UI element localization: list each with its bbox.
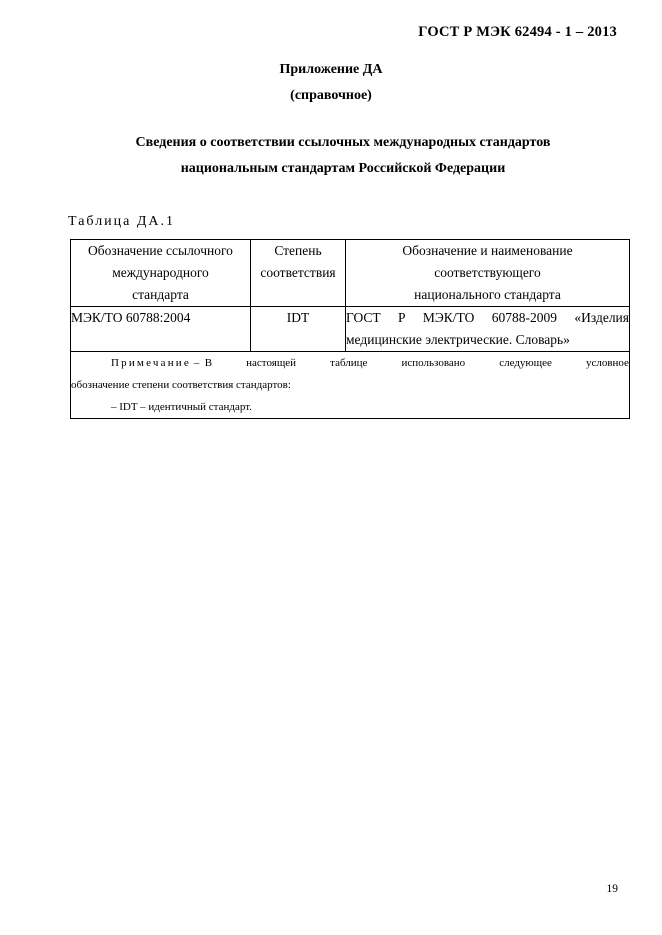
- header-line: международного: [112, 265, 209, 280]
- note-dash: –: [193, 357, 200, 369]
- section-heading-line-1: Сведения о соответствии ссылочных международных стандартов: [135, 135, 551, 150]
- header-line: соответствующего: [434, 265, 541, 280]
- note-line-3: – IDT – идентичный стандарт.: [111, 401, 252, 413]
- cell-national-standard: [346, 307, 630, 352]
- header-line: стандарта: [132, 287, 189, 302]
- note-word: использовано: [401, 357, 466, 369]
- national-standard-line-2: медицинские электрические. Словарь»: [346, 332, 570, 347]
- cell-international-standard: МЭК/ТО 60788:2004: [71, 307, 251, 352]
- table-row: [71, 307, 630, 352]
- note-word: В: [204, 357, 213, 369]
- header-national-standard: [346, 240, 630, 307]
- page-number: 19: [606, 883, 618, 895]
- note-label: Примечание: [111, 357, 191, 369]
- note-line-2: обозначение степени соответствия стандартов:: [71, 379, 291, 391]
- header-line: национального стандарта: [414, 287, 561, 302]
- header-line: соответствия: [260, 265, 336, 280]
- appendix-kind: (справочное): [290, 88, 372, 103]
- note-word: следующее: [499, 357, 552, 369]
- national-standard-line-1: ГОСТ Р МЭК/ТО 60788-2009 «Изделия: [346, 310, 629, 325]
- header-international-standard: [71, 240, 251, 307]
- note-word: таблице: [330, 357, 368, 369]
- header-line: Степень: [274, 243, 322, 258]
- note-word: настоящей: [246, 357, 297, 369]
- table-header-row: [71, 240, 630, 307]
- appendix-title: Приложение ДА: [279, 62, 383, 77]
- document-code: ГОСТ Р МЭК 62494 - 1 – 2013: [418, 24, 617, 40]
- correspondence-table: [70, 239, 630, 419]
- note-word: условное: [585, 357, 629, 369]
- cell-degree: IDT: [251, 307, 346, 352]
- table-note-row: [71, 352, 630, 419]
- header-line: Обозначение ссылочного: [88, 243, 233, 258]
- header-line: Обозначение и наименование: [402, 243, 573, 258]
- section-heading-line-2: национальным стандартам Российской Федерации: [180, 161, 506, 176]
- note-lead: [111, 352, 212, 374]
- header-degree: [251, 240, 346, 307]
- table-note: [71, 352, 630, 419]
- note-line-1: [71, 352, 629, 374]
- table-caption: Таблица ДА.1: [68, 214, 176, 229]
